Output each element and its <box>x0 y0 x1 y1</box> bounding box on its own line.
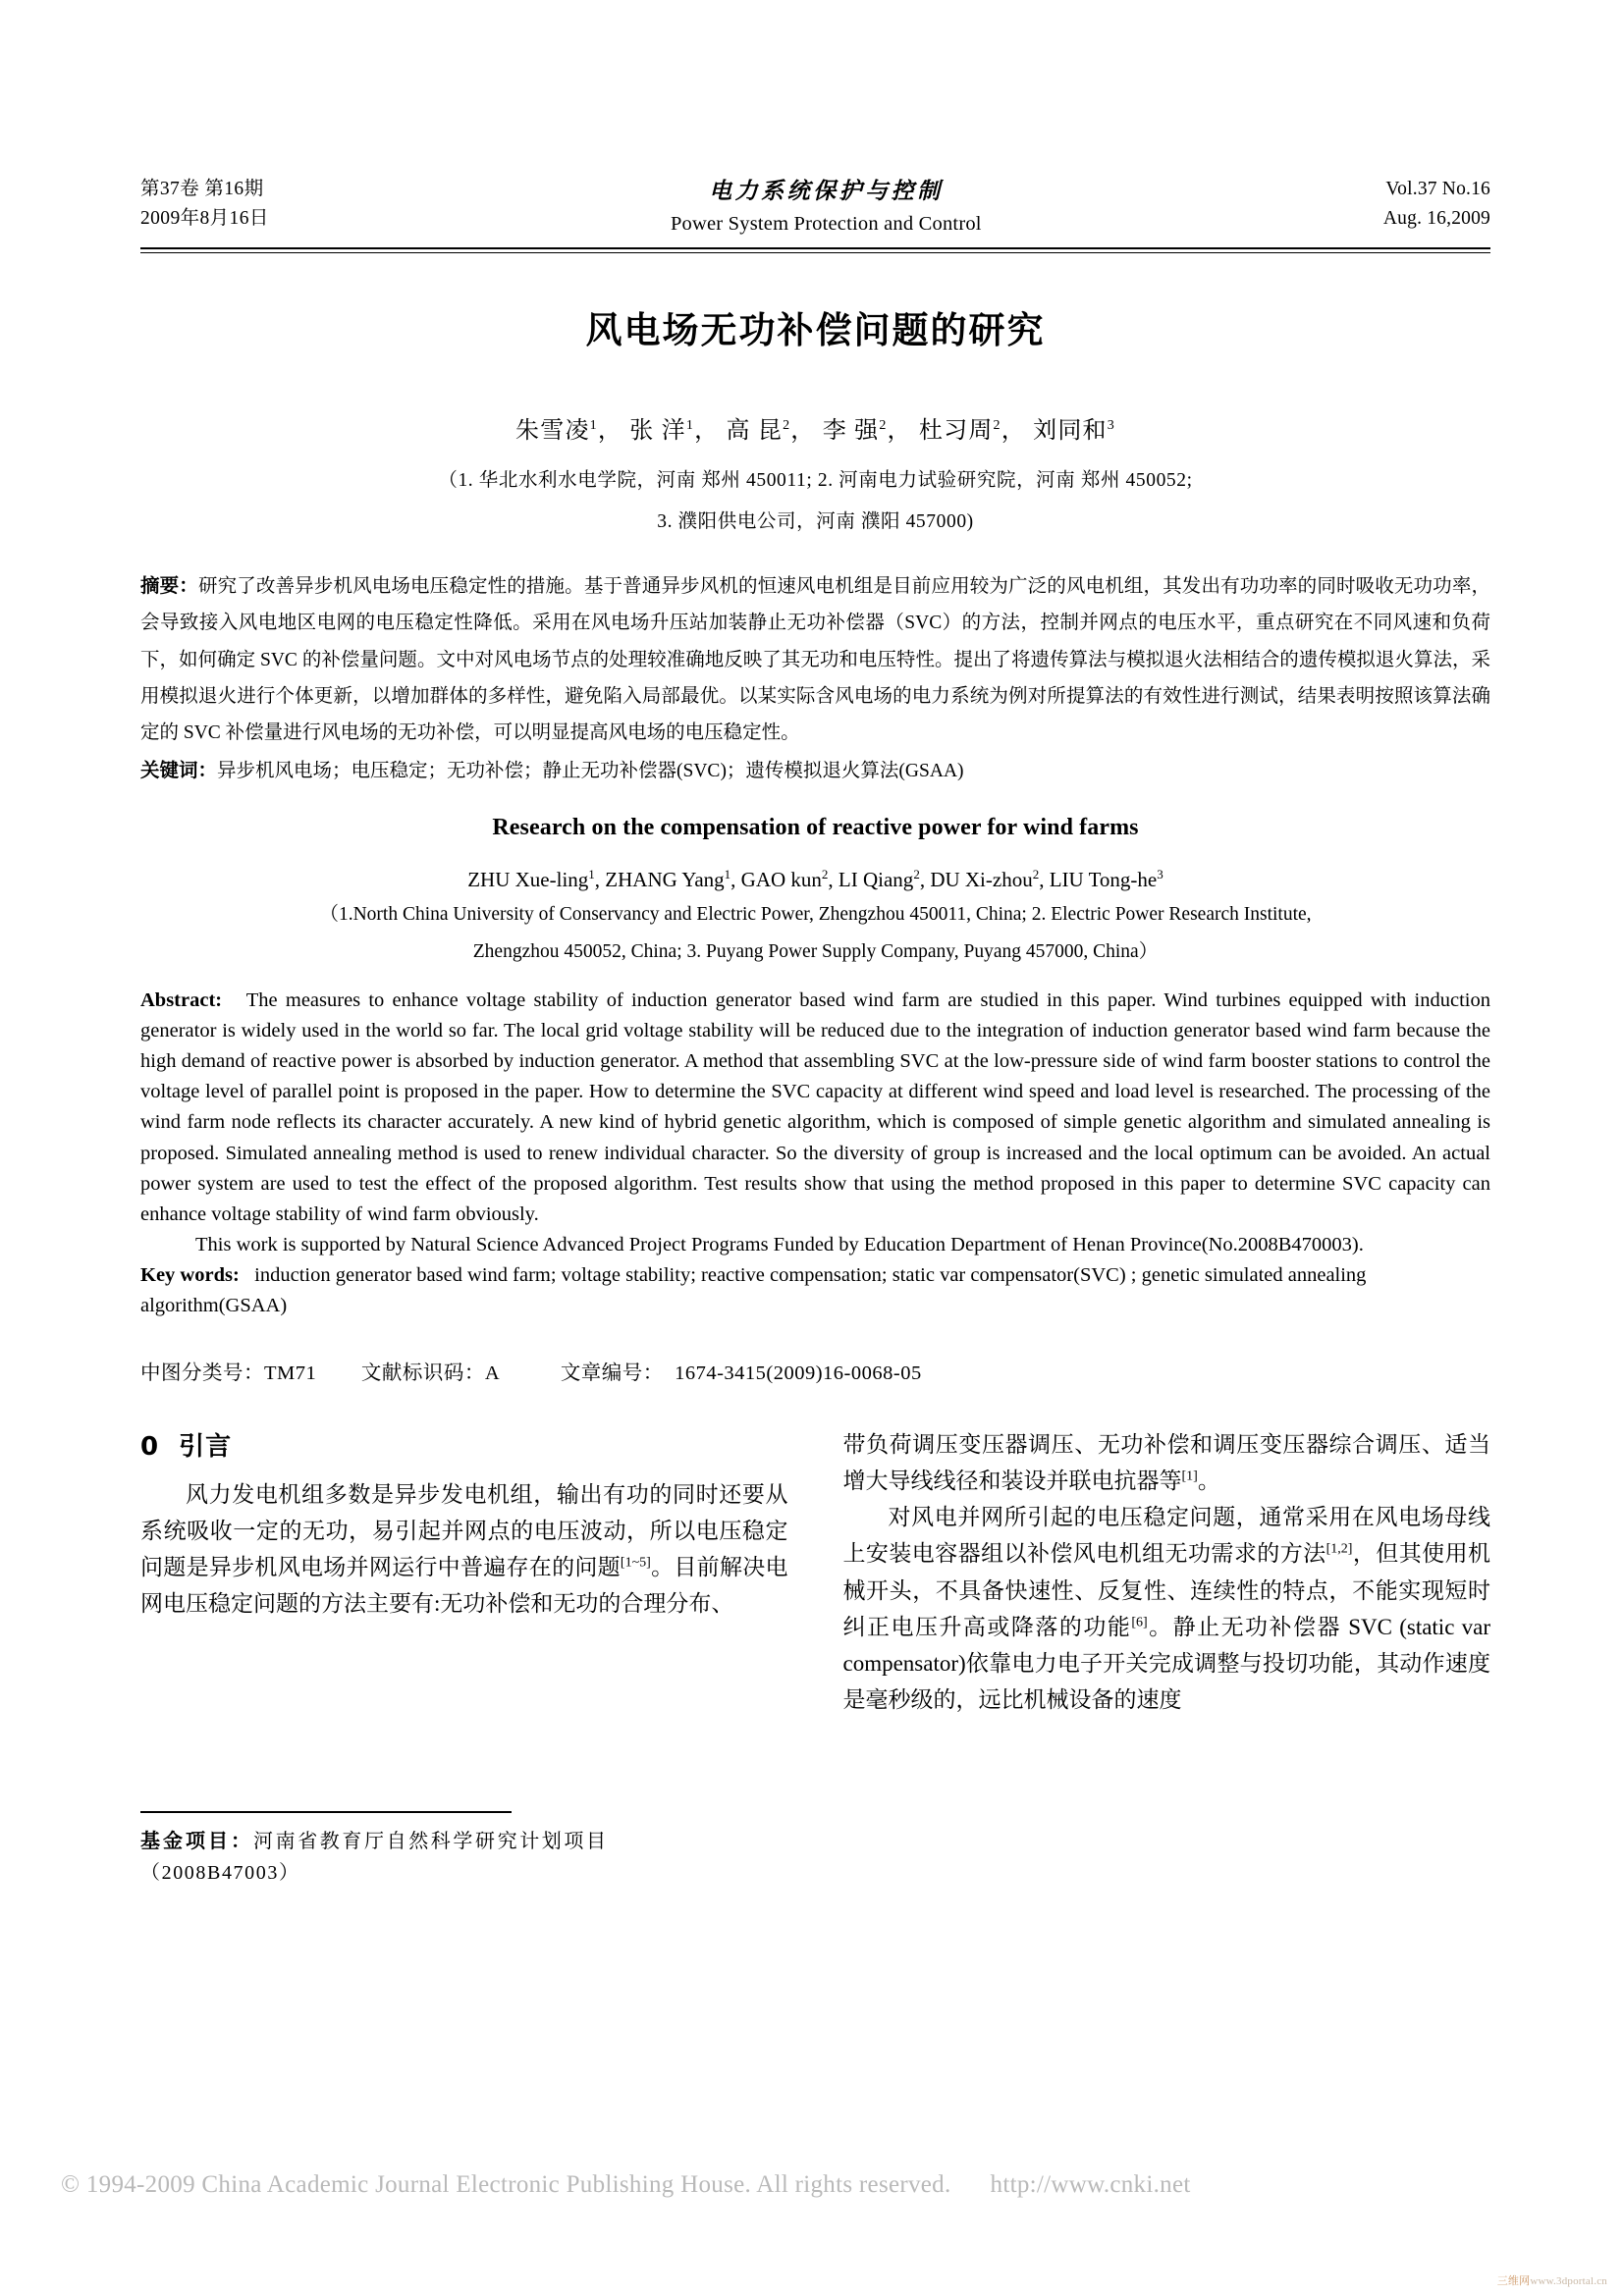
footnote-line-1: 河南省教育厅自然科学研究计划项目 <box>253 1830 609 1852</box>
footnote-divider <box>140 1811 512 1813</box>
journal-volume-line-en: Vol.37 No.16 <box>1385 179 1490 199</box>
author-cn-2-sup: 1 <box>685 417 695 433</box>
author-cn-3: 高 昆$^2$ <box>726 417 791 444</box>
watermark-cn: 三维网 <box>1496 2275 1531 2287</box>
journal-date-line-en: Aug. 16,2009 <box>1382 207 1490 229</box>
author-cn-3-sup: 2 <box>783 417 791 433</box>
cnki-url[interactable]: http://www.cnki.net <box>990 2171 1191 2198</box>
paragraph-svc <box>843 1499 1491 1719</box>
body-column-right <box>843 1426 1491 1719</box>
keywords-en-text: induction generator based wind farm; voltage stability; reactive compensation; static var compensator(SVC) ; genetic simulated annealing algorithm(GSAA) <box>140 1264 1367 1317</box>
keywords-en <box>140 1260 1490 1321</box>
paragraph-intro <box>140 1476 788 1623</box>
journal-name-block <box>269 175 1383 240</box>
paragraph-cont-part-a: 带负荷调压变压器调压、无功补偿和调压变压器综合调压、适当增大导线线径和装设并联电抗器等 <box>842 1431 1490 1493</box>
affiliation-cn-line-1: （1. 华北水利水电学院，河南 郑州 450011; 2. 河南电力试验研究院，河南 郑州 450052; <box>438 469 1193 491</box>
paragraph-intro-part-b: 。目前解决电网电压稳定问题的方法主要有:无功补偿和无功的合理分布、 <box>140 1555 788 1617</box>
author-en-5: DU Xi-zhou$^2$ <box>930 867 1040 892</box>
footnote-block <box>140 1811 788 1890</box>
author-cn-5-sup: 2 <box>993 417 1001 433</box>
author-en-1: ZHU Xue-ling$^1$ <box>467 867 595 892</box>
body-columns <box>140 1426 1491 1884</box>
paragraph-svc-part-c: 。静止无功补偿器 SVC (static var compensator)依靠电力电子开关完成调整与投切功能，其动作速度是毫秒级的，远比机械设备的速度 <box>842 1614 1491 1713</box>
author-en-5-sup: 2 <box>1032 867 1040 882</box>
page-title-en: Research on the compensation of reactive power for wind farms <box>492 815 1139 841</box>
author-en-3-sup: 2 <box>821 867 829 882</box>
author-cn-6-sup: 3 <box>1107 417 1115 433</box>
paragraph-svc-part-b: ，但其使用机械开头，不具备快速性、反复性、连续性的特点，不能实现短时纠正电压升高或降落的功能 <box>842 1541 1491 1639</box>
keywords-cn-label: 关键词： <box>140 758 218 781</box>
author-cn-4-sup: 2 <box>879 417 888 433</box>
journal-header <box>140 175 1490 245</box>
paragraph-cont-part-b: 。 <box>1197 1468 1220 1493</box>
journal-name-en: Power System Protection and Control <box>670 212 982 235</box>
citation-ref-6: [6] <box>1131 1615 1148 1630</box>
journal-volume-line: 第37卷 第16期 <box>140 179 264 199</box>
abstract-en <box>140 986 1490 1230</box>
author-cn-6: 刘同和$^3$ <box>1033 417 1115 444</box>
affiliation-cn-line-2: 3. 濮阳供电公司，河南 濮阳 457000) <box>657 510 974 532</box>
citation-ref-1: [1] <box>1181 1468 1198 1484</box>
citation-ref-1-2: [1,2] <box>1325 1541 1353 1557</box>
journal-name-cn: 电力系统保护与控制 <box>709 178 944 204</box>
clc-number: 中图分类号：TM71 <box>140 1362 317 1384</box>
author-cn-5: 杜习周$^2$ <box>918 417 1001 444</box>
funding-note-en: This work is supported by Natural Science Advanced Project Programs Funded by Education Department of Henan Province(No.2008B470003). <box>195 1234 1364 1256</box>
classification-line <box>140 1356 1490 1385</box>
section-heading-introduction <box>140 1426 788 1463</box>
affiliation-en-line-2: Zhengzhou 450052, China; 3. Puyang Power Supply Company, Puyang 457000, China） <box>472 940 1159 962</box>
author-en-4: LI Qiang$^2$ <box>838 867 920 892</box>
journal-date-line-cn: 2009年8月16日 <box>140 207 269 229</box>
journal-volume-issue <box>140 175 269 233</box>
author-cn-2: 张 洋$^1$ <box>629 417 695 444</box>
footer-copyright <box>61 2171 1435 2199</box>
paragraph-continuation <box>843 1426 1491 1500</box>
body-column-left <box>140 1426 788 1884</box>
author-en-3: GAO kun$^2$ <box>740 867 829 892</box>
author-en-2-sup: 1 <box>724 867 731 882</box>
author-en-2: ZHANG Yang$^1$ <box>605 867 731 892</box>
affiliation-en-line-1: （1.North China University of Conservancy and Electric Power, Zhengzhou 450011, China; 2. Electric Power Research Institute, <box>319 904 1312 926</box>
copyright-text: © 1994-2009 China Academic Journal Electronic Publishing House. All rights reserved. <box>61 2171 951 2198</box>
header-divider <box>140 247 1490 253</box>
author-en-6: LIU Tong-$he^3$ <box>1049 867 1163 892</box>
footnote-label: 基金项目： <box>140 1828 253 1852</box>
author-en-1-sup: 1 <box>588 867 595 882</box>
page-title: 风电场无功补偿问题的研究 <box>585 308 1046 351</box>
abstract-en-text: The measures to enhance voltage stability of induction generator based wind farm are studied in this paper. Wind turbines equipped with induction generator is widely used in the world so far. The local grid voltage stability will be reduced due to the integration of induction generator based wind farm because the high demand of reactive power is absorbed by induction generator. A method that assembling SVC at the low-pressure side of wind farm booster stations to control the voltage level of parallel point is proposed in the paper. How to determine the SVC capacity at different wind speed and load level is researched. The processing of the wind farm node reflects its character accurately. A new kind of hybrid genetic algorithm, which is composed of simple genetic algorithm and simulated annealing is proposed. Simulated annealing method is used to renew individual character. So the diversity of group is increased and the local optimum can be avoided. An actual power system are used to test the effect of the proposed algorithm. Test results show that using the method proposed in this paper to determine SVC capacity can enhance voltage stability of wind farm obviously. <box>140 988 1490 1225</box>
paragraph-svc-part-a: 对风电并网所引起的电压稳定问题，通常采用在风电场母线上安装电容器组以补偿风电机组无功需求的方法 <box>842 1505 1490 1567</box>
abstract-cn-text: 研究了改善异步机风电场电压稳定性的措施。基于普通异步风机的恒速风电机组是目前应用较为广泛的风电机组，其发出有功功率的同时吸收无功功率，会导致接入风电地区电网的电压稳定性降低。采用在风电场升压站加装静止无功补偿器（SVC）的方法，控制并网点的电压水平，重点研究在不同风速和负荷下，如何确定 SVC 的补偿量问题。文中对风电场节点的处理较准确地反映了其无功和电压特性。提出了将遗传算法与模拟退火法相结合的遗传模拟退火算法，采用模拟退火进行个体更新，以增加群体的多样性，避免陷入局部最优。以某实际含风电场的电力系统为例对所提算法的有效性进行测试，结果表明按照该算法确定的 SVC 补偿量进行风电场的无功补偿，可以明显提高风电场的电压稳定性。 <box>140 575 1490 744</box>
keywords-cn-text: 异步机风电场；电压稳定；无功补偿；静止无功补偿器(SVC)；遗传模拟退火算法(GSAA) <box>217 760 964 781</box>
watermark-url: www.3dportal.cn <box>1530 2275 1607 2287</box>
section-number: 0 <box>140 1431 160 1462</box>
article-id: 文章编号： 1674-3415(2009)16-0068-05 <box>560 1362 922 1384</box>
citation-ref-1-5: [1~5] <box>620 1555 651 1571</box>
paragraph-intro-part-a: 风力发电机组多数是异步发电机组，输出有功的同时还要从系统吸收一定的无功，易引起并网点的电压波动，所以电压稳定问题是异步机风电场并网运行中普遍存在的问题 <box>140 1481 788 1580</box>
footnote-line-2: （2008B47003） <box>140 1861 300 1884</box>
author-en-6-sup: 3 <box>1157 867 1163 882</box>
author-cn-4: 李 强$^2$ <box>822 417 888 444</box>
keywords-en-label: Key words: <box>140 1264 240 1287</box>
author-cn-1: 朱雪凌$^1$ <box>515 417 598 444</box>
page-content <box>140 175 1491 1884</box>
authors-cn: 朱雪凌$^1$， 张 洋$^1$， 高 昆$^2$， 李 强$^2$， 杜习周$^2$， 刘同和$^3$ <box>515 417 1115 444</box>
footnote-funding <box>140 1825 788 1890</box>
section-title: 引言 <box>179 1431 233 1462</box>
abstract-cn-label: 摘要： <box>140 573 198 597</box>
document-code: 文献标识码：A <box>360 1362 501 1384</box>
watermark <box>1497 2272 1607 2288</box>
author-cn-1-sup: 1 <box>589 417 598 433</box>
abstract-en-label: Abstract: <box>140 988 223 1011</box>
keywords-cn <box>140 752 1490 789</box>
author-en-4-sup: 2 <box>913 867 920 882</box>
authors-en: ZHU Xue-ling$^1$, ZHANG Yang$^1$, GAO kun$^2$, LI Qiang$^2$, DU Xi-zhou$^2$, LIU Tong-$he^3$ <box>467 867 1163 892</box>
journal-vol-no-en <box>1383 175 1490 233</box>
abstract-cn <box>140 567 1490 752</box>
